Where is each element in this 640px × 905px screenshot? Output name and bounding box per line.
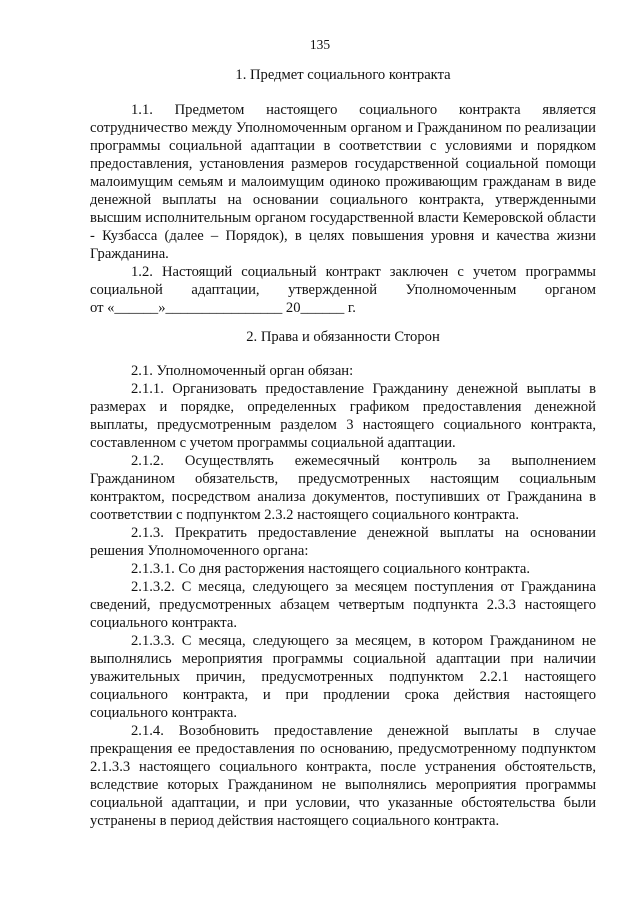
paragraph-1-1: 1.1. Предметом настоящего социального контракта является сотрудничество между Уполномоченным органом и Гражданином по реализации программы социальной адаптации в соответствии с условиями и порядком предоставления, установления размеров государственной социальной помощи малоимущим семьям и малоимущим одиноко проживающим гражданам в виде денежной выплаты на основании социального контракта, утвержденными высшим исполнительным органом государственной власти Кемеровской области - Кузбасса (далее – Порядок), в целях повышения уровня и качества жизни Гражданина. [90,102,596,262]
section-2-body [90,362,596,830]
paragraph-2-1-3-3: 2.1.3.3. С месяца, следующего за месяцем, в котором Гражданином не выполнялись мероприятия программы социальной адаптации при наличии уважительных причин, предусмотренных подпунктом 2.2.1 настоящего социального контракта, и при продлении срока действия настоящего социального контракта. [90,633,596,721]
paragraph-2-1-3-2: 2.1.3.2. С месяца, следующего за месяцем поступления от Гражданина сведений, предусмотренных абзацем четвертым подпункта 2.3.3 настоящего социального контракта. [90,579,596,631]
paragraph-1-2: 1.2. Настоящий социальный контракт заключен с учетом программы социальной адаптации, утвержденной Уполномоченным органом [90,264,596,298]
paragraph-2-1-3-1: 2.1.3.1. Со дня расторжения настоящего социального контракта. [131,561,531,577]
page-number: 135 [309,37,331,52]
section-1-title: 1. Предмет социального контракта [235,67,451,83]
section-1-body [90,101,596,317]
paragraph-2-1-4: 2.1.4. Возобновить предоставление денежной выплаты в случае прекращения ее предоставления по основанию, предусмотренному подпунктом 2.1.3.3 настоящего социального контракта, после устранения обстоятельств, вследствие которых Гражданином не выполнялись мероприятия программы социальной адаптации, и при условии, что указанные обстоятельства были устранены в период действия настоящего социального контракта. [90,723,596,829]
paragraph-1-2-date: от «______»________________ 20______ г. [90,300,356,316]
section-2-title: 2. Права и обязанности Сторон [246,329,440,345]
paragraph-2-1: 2.1. Уполномоченный орган обязан: [131,363,354,379]
paragraph-2-1-3: 2.1.3. Прекратить предоставление денежной выплаты на основании решения Уполномоченного органа: [90,525,596,559]
paragraph-2-1-1: 2.1.1. Организовать предоставление Гражданину денежной выплаты в размерах и порядке, определенных графиком предоставления денежной выплаты, предусмотренным разделом 3 настоящего социального контракта, составленном с учетом программы социальной адаптации. [90,381,596,451]
paragraph-2-1-2: 2.1.2. Осуществлять ежемесячный контроль за выполнением Гражданином обязательств, предусмотренных настоящим социальным контрактом, посредством анализа документов, поступивших от Гражданина в соответствии с подпунктом 2.3.2 настоящего социального контракта. [90,453,596,523]
